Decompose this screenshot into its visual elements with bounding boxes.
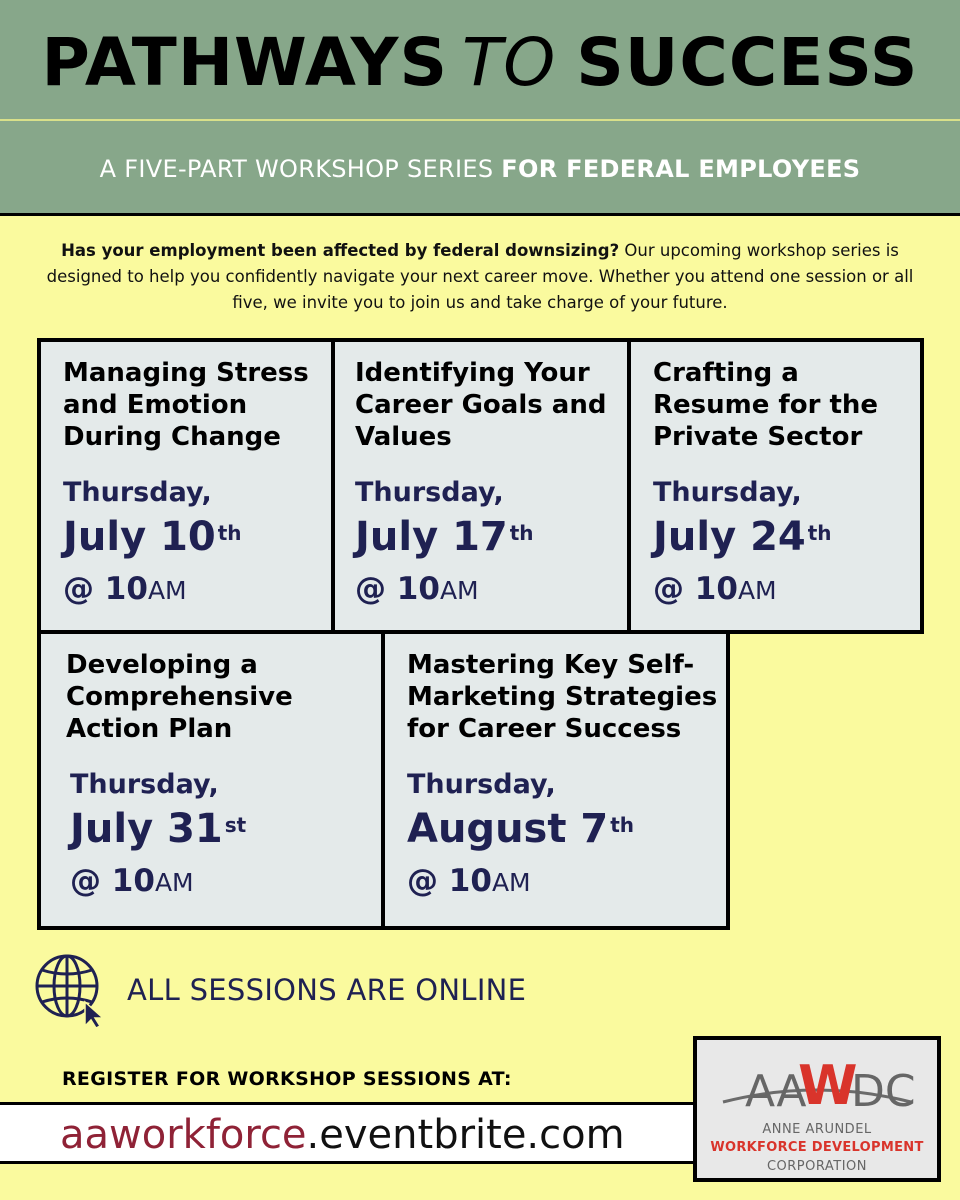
intro-question: Has your employment been affected by federal downsizing?: [61, 241, 620, 260]
online-text: ALL SESSIONS ARE ONLINE: [127, 973, 527, 1007]
register-url-link[interactable]: aaworkforce.eventbrite.com: [60, 1112, 625, 1158]
session-time: @ 10AM: [407, 863, 531, 899]
title-to: TO: [461, 24, 557, 101]
session-date: July 24 $^{th}$: [653, 514, 832, 560]
svg-text:W: W: [798, 1054, 858, 1117]
aawdc-logo: [693, 1036, 941, 1182]
intro-paragraph: [45, 238, 915, 316]
header-divider: [0, 119, 960, 121]
session-time: @ 10AM: [70, 863, 194, 899]
svg-text:AA: AA: [745, 1066, 807, 1117]
register-label: REGISTER FOR WORKSHOP SESSIONS AT:: [62, 1068, 512, 1090]
session-title: Identifying Your Career Goals and Values: [355, 358, 607, 452]
title-success: SUCCESS: [576, 24, 919, 101]
header-banner: [0, 0, 960, 216]
session-date: August 7 $^{th}$: [407, 806, 635, 852]
session-title: Crafting a Resume for the Private Sector: [653, 358, 879, 452]
svg-text:DC: DC: [851, 1066, 916, 1117]
intro-text: Our upcoming workshop series is designed to help you confidently navigate your next career move. Whether you attend one session or all five, we invite you to join us and take charge of your future.: [46, 241, 914, 312]
session-title: Mastering Key Self-Marketing Strategies for Career Success: [407, 650, 718, 744]
logo-line-1: ANNE ARUNDEL: [762, 1122, 872, 1137]
session-day: Thursday,: [355, 477, 504, 508]
session-title: Developing a Comprehensive Action Plan: [66, 650, 293, 744]
session-card-2: [331, 338, 631, 634]
session-time: @ 10AM: [355, 571, 479, 607]
session-date: July 31 $^{st}$: [70, 806, 247, 852]
logo-line-2: WORKFORCE DEVELOPMENT: [710, 1140, 924, 1155]
session-title: Managing Stress and Emotion During Change: [63, 358, 309, 452]
subtitle: [0, 155, 960, 183]
session-date: July 17 $^{th}$: [355, 514, 534, 560]
session-day: Thursday,: [63, 477, 212, 508]
title-pathways: PATHWAYS: [41, 24, 448, 101]
session-card-5: [381, 630, 730, 930]
page-title: [0, 24, 960, 101]
subtitle-bold: FOR FEDERAL EMPLOYEES: [501, 155, 861, 183]
subtitle-regular: A FIVE-PART WORKSHOP SERIES: [99, 155, 502, 183]
aawdc-logo-mark: [697, 1040, 937, 1120]
session-date: July 10 $^{th}$: [63, 514, 242, 560]
session-card-3: [627, 338, 924, 634]
register-url-bar: [0, 1102, 700, 1164]
logo-line-3: CORPORATION: [766, 1159, 868, 1174]
session-day: Thursday,: [407, 769, 556, 800]
session-card-1: [37, 338, 335, 634]
session-card-4: [37, 630, 385, 930]
globe-cursor-icon: [35, 952, 105, 1028]
session-time: @ 10AM: [63, 571, 187, 607]
online-notice: [35, 952, 526, 1028]
session-day: Thursday,: [70, 769, 219, 800]
session-day: Thursday,: [653, 477, 802, 508]
session-time: @ 10AM: [653, 571, 777, 607]
